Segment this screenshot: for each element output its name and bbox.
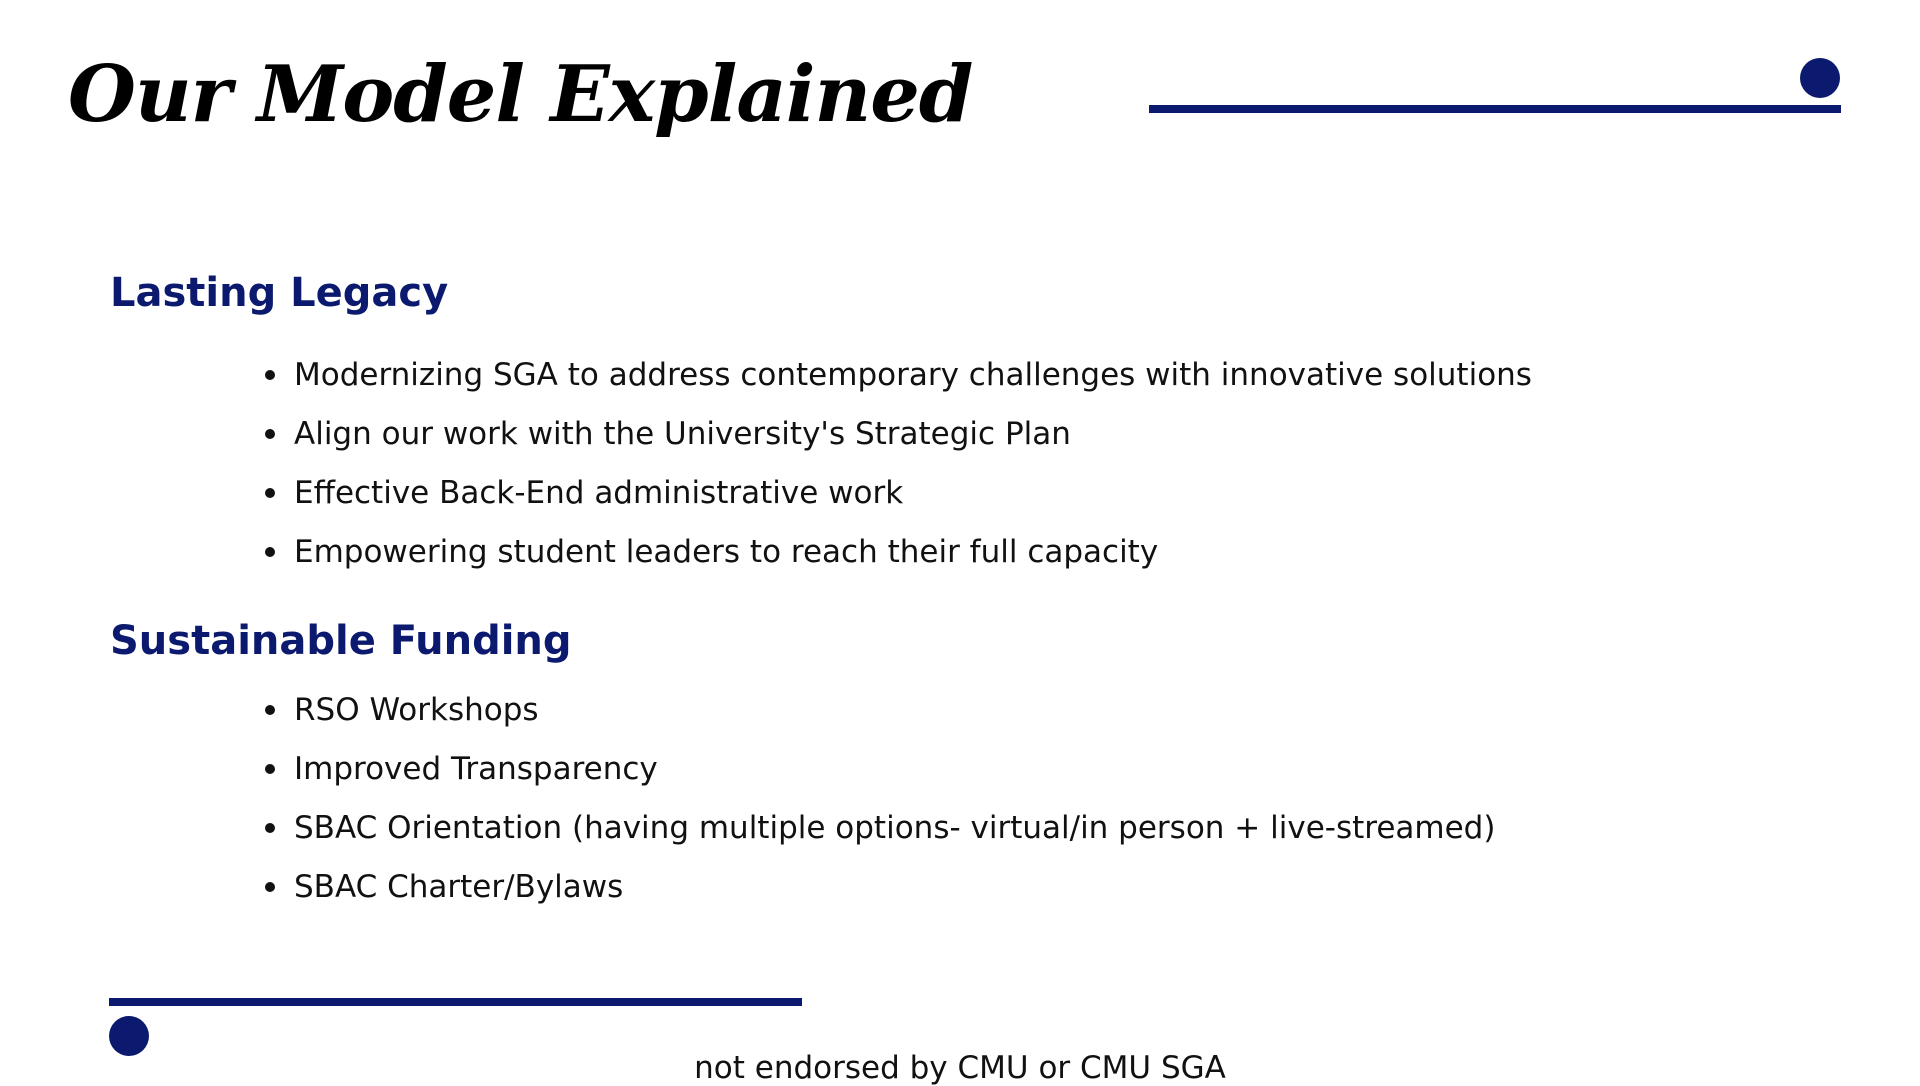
top-accent-rule: [1149, 105, 1841, 113]
list-item: [265, 350, 1532, 409]
list-item: [265, 685, 1495, 744]
list-item-text: Improved Transparency: [294, 751, 658, 787]
top-accent-dot: [1800, 58, 1840, 98]
bullet-icon: [265, 764, 275, 774]
list-item-text: Effective Back-End administrative work: [294, 475, 904, 511]
list-item: [265, 744, 1495, 803]
list-item-text: SBAC Charter/Bylaws: [294, 869, 624, 905]
bullet-icon: [265, 823, 275, 833]
list-item: [265, 409, 1532, 468]
bullet-icon: [265, 882, 275, 892]
list-item-text: SBAC Orientation (having multiple options- virtual/in person + live-streamed): [294, 810, 1496, 846]
list-item: [265, 468, 1532, 527]
list-item: [265, 527, 1532, 586]
list-item-text: Modernizing SGA to address contemporary challenges with innovative solutions: [294, 357, 1532, 393]
bullet-icon: [265, 370, 275, 380]
section-heading-sustainable-funding: Sustainable Funding: [110, 618, 572, 664]
slide-title: Our Model Explained: [68, 49, 973, 140]
list-item-text: Empowering student leaders to reach their full capacity: [294, 534, 1159, 570]
bullet-icon: [265, 547, 275, 557]
bottom-accent-dot: [109, 1016, 149, 1056]
bullet-icon: [265, 488, 275, 498]
section-heading-lasting-legacy: Lasting Legacy: [110, 270, 449, 316]
bullet-icon: [265, 429, 275, 439]
bottom-accent-rule: [109, 998, 802, 1006]
sustainable-funding-list: [265, 685, 1495, 921]
list-item-text: RSO Workshops: [294, 692, 539, 728]
footer-disclaimer: not endorsed by CMU or CMU SGA: [694, 1050, 1226, 1086]
list-item-text: Align our work with the University's Strategic Plan: [294, 416, 1071, 452]
list-item: [265, 803, 1495, 862]
lasting-legacy-list: [265, 350, 1532, 586]
list-item: [265, 862, 1495, 921]
bullet-icon: [265, 705, 275, 715]
